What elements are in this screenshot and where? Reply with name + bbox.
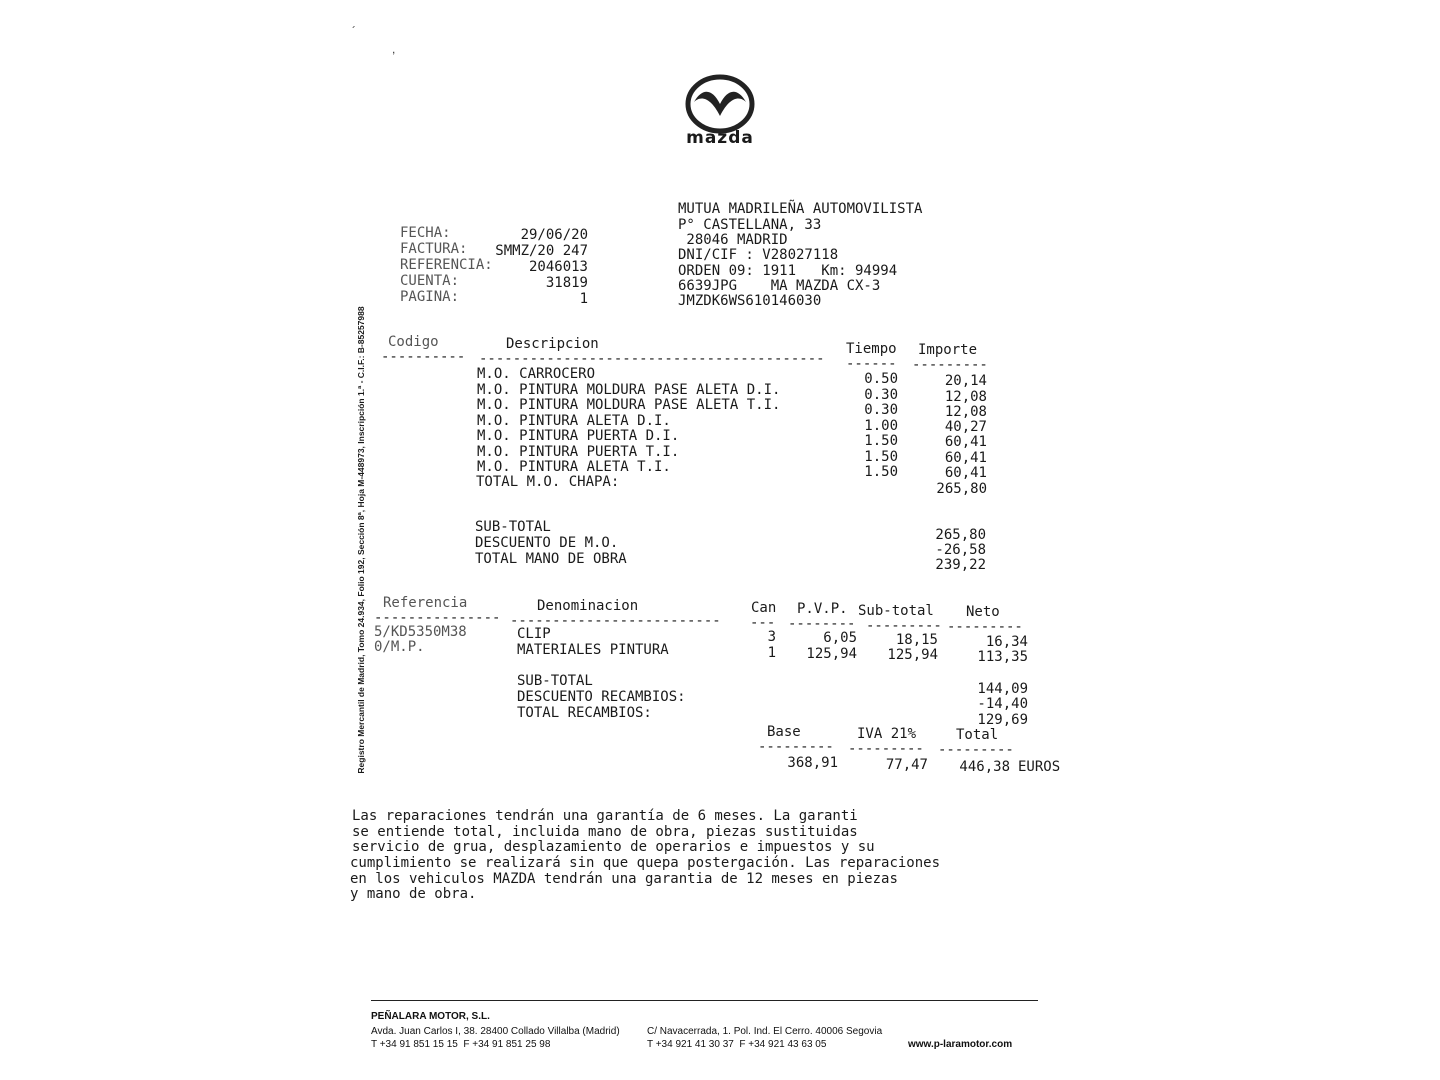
client-city: 28046 MADRID — [678, 232, 788, 248]
part-ref: 0/M.P. — [374, 639, 425, 655]
parts-discount-label: DESCUENTO RECAMBIOS: — [517, 689, 686, 705]
labor-amount: 60,41 — [944, 465, 987, 481]
table-row: M.O. PINTURA ALETA D.I. — [477, 413, 671, 429]
meta-label-referencia: REFERENCIA: — [400, 257, 493, 273]
parts-subtotal-label: SUB-TOTAL — [517, 673, 593, 689]
parts-grand-label: TOTAL RECAMBIOS: — [517, 705, 652, 721]
part-subtotal: 18,15 — [895, 632, 938, 648]
labor-time: 0.30 — [864, 387, 898, 403]
client-order: ORDEN 09: 1911 Km: 94994 — [678, 263, 898, 279]
meta-value-referencia: 2046013 — [528, 259, 588, 275]
stray-mark: ´ — [352, 24, 356, 38]
parts-discount-value: -14,40 — [977, 696, 1028, 712]
labor-time: 1.50 — [864, 449, 898, 465]
client-vin: JMZDK6WS610146030 — [678, 293, 822, 309]
client-vehicle: 6639JPG MA MAZDA CX-3 — [678, 278, 881, 294]
part-ref: 5/KD5350M38 — [374, 624, 467, 640]
totals-header-base: Base — [767, 724, 801, 740]
labor-grand-value: 239,22 — [935, 557, 986, 573]
meta-value-pagina: 1 — [579, 291, 588, 307]
labor-time: 1.50 — [864, 464, 898, 480]
parts-dash-pvp: -------- — [788, 616, 856, 632]
table-row: M.O. PINTURA ALETA T.I. — [477, 459, 671, 475]
footer-divider — [371, 1000, 1038, 1001]
part-pvp: 6,05 — [823, 630, 857, 646]
parts-subtotal-value: 144,09 — [977, 681, 1028, 697]
totals-total-value: 446,38 — [959, 759, 1010, 775]
totals-iva-value: 77,47 — [885, 757, 928, 773]
labor-subtotal-label: SUB-TOTAL — [475, 519, 551, 535]
meta-label-fecha: FECHA: — [400, 225, 451, 241]
labor-grand-label: TOTAL MANO DE OBRA — [475, 551, 627, 567]
parts-grand-value: 129,69 — [977, 712, 1028, 728]
labor-header-time: Tiempo — [846, 341, 897, 357]
footer-address-1: Avda. Juan Carlos I, 38. 28400 Collado Villalba (Madrid) — [371, 1026, 620, 1037]
table-row: M.O. PINTURA PUERTA D.I. — [477, 428, 680, 444]
part-qty: 1 — [767, 645, 776, 661]
meta-label-cuenta: CUENTA: — [400, 273, 460, 289]
warranty-line: y mano de obra. — [350, 886, 477, 902]
labor-amount: 40,27 — [944, 419, 987, 435]
part-subtotal: 125,94 — [887, 647, 938, 663]
warranty-line: servicio de grua, desplazamiento de operarios e impuestos y su — [352, 839, 875, 855]
labor-dash-desc: ----------------------------------------- — [479, 351, 825, 367]
labor-amount: 12,08 — [944, 404, 987, 420]
totals-dash-iva: --------- — [848, 741, 924, 757]
parts-header-qty: Can — [751, 600, 777, 616]
warranty-line: cumplimiento se realizará sin que quepa postergación. Las reparaciones — [350, 855, 941, 871]
footer-website-link[interactable]: www.p-laramotor.com — [908, 1039, 1013, 1050]
warranty-line: se entiende total, incluida mano de obra, piezas sustituidas — [352, 824, 858, 840]
stray-mark: , — [392, 42, 396, 56]
labor-header-code: Codigo — [388, 334, 439, 350]
meta-label-factura: FACTURA: — [400, 241, 468, 257]
parts-header-pvp: P.V.P. — [797, 601, 848, 617]
table-row: MATERIALES PINTURA — [517, 642, 669, 658]
parts-dash-sub: --------- — [866, 618, 942, 634]
labor-time: 0.50 — [864, 371, 898, 387]
footer-address-2: C/ Navacerrada, 1. Pol. Ind. El Cerro. 40006 Segovia — [647, 1026, 883, 1037]
totals-header-iva: IVA 21% — [857, 726, 917, 742]
warranty-line: Las reparaciones tendrán una garantía de 6 meses. La garanti — [352, 808, 858, 824]
labor-header-desc: Descripcion — [506, 336, 599, 352]
labor-time: 1.50 — [864, 433, 898, 449]
client-cif: DNI/CIF : V28027118 — [678, 247, 839, 263]
warranty-line: en los vehiculos MAZDA tendrán una garantia de 12 meses en piezas — [350, 871, 898, 887]
parts-dash-qty: --- — [750, 615, 776, 631]
parts-dash-net: --------- — [947, 619, 1023, 635]
labor-amount: 60,41 — [944, 450, 987, 466]
totals-currency: EUROS — [1018, 759, 1061, 775]
totals-base-value: 368,91 — [787, 755, 838, 771]
meta-value-fecha: 29/06/20 — [520, 227, 588, 243]
table-row: CLIP — [517, 626, 551, 642]
labor-subtotal-value: 265,80 — [935, 527, 986, 543]
labor-amount: 20,14 — [944, 373, 987, 389]
footer-phone-2: T +34 921 41 30 37 F +34 921 43 63 05 — [647, 1039, 827, 1050]
client-name: MUTUA MADRILEÑA AUTOMOVILISTA — [678, 201, 923, 217]
labor-dash-time: ------ — [846, 356, 897, 372]
labor-time: 0.30 — [864, 402, 898, 418]
totals-header-total: Total — [956, 727, 999, 743]
table-row: M.O. PINTURA MOLDURA PASE ALETA D.I. — [477, 382, 781, 398]
parts-header-ref: Referencia — [383, 595, 468, 611]
parts-header-net: Neto — [966, 604, 1000, 620]
part-net: 113,35 — [977, 649, 1028, 665]
labor-time: 1.00 — [864, 418, 898, 434]
labor-discount-label: DESCUENTO DE M.O. — [475, 535, 619, 551]
part-net: 16,34 — [985, 634, 1028, 650]
table-row: M.O. PINTURA MOLDURA PASE ALETA T.I. — [477, 397, 781, 413]
labor-amount: 60,41 — [944, 434, 987, 450]
parts-header-name: Denominacion — [537, 598, 639, 614]
labor-amount: 12,08 — [944, 389, 987, 405]
footer-phone-1: T +34 91 851 15 15 F +34 91 851 25 98 — [371, 1039, 551, 1050]
meta-value-cuenta: 31819 — [545, 275, 588, 291]
totals-dash-base: --------- — [758, 739, 834, 755]
registry-note: Registro Mercantil de Madrid, Tomo 24.934, Folio 192, Sección 8ª, Hoja M-448973, Inscripción 1.ª - C.I.F.: B-85257988 — [356, 306, 366, 774]
meta-label-pagina: PAGINA: — [400, 289, 460, 305]
labor-header-amount: Importe — [918, 342, 978, 358]
client-street: P° CASTELLANA, 33 — [678, 217, 822, 233]
labor-dash-amount: --------- — [912, 357, 988, 373]
labor-total-label: TOTAL M.O. CHAPA: — [476, 474, 620, 490]
parts-dash-ref: --------------- — [374, 610, 501, 626]
table-row: M.O. CARROCERO — [477, 366, 596, 382]
labor-dash-code: ---------- — [381, 349, 466, 365]
totals-dash-total: --------- — [938, 742, 1014, 758]
footer-company: PEÑALARA MOTOR, S.L. — [371, 1011, 490, 1022]
brand-wordmark: mazda — [686, 128, 754, 148]
part-pvp: 125,94 — [806, 646, 857, 662]
labor-total-value: 265,80 — [936, 481, 987, 497]
parts-header-sub: Sub-total — [858, 603, 934, 619]
parts-dash-name: ------------------------- — [510, 613, 721, 629]
table-row: M.O. PINTURA PUERTA T.I. — [477, 444, 680, 460]
meta-value-factura: SMMZ/20 247 — [495, 243, 588, 259]
part-qty: 3 — [767, 629, 776, 645]
labor-discount-value: -26,58 — [935, 542, 986, 558]
